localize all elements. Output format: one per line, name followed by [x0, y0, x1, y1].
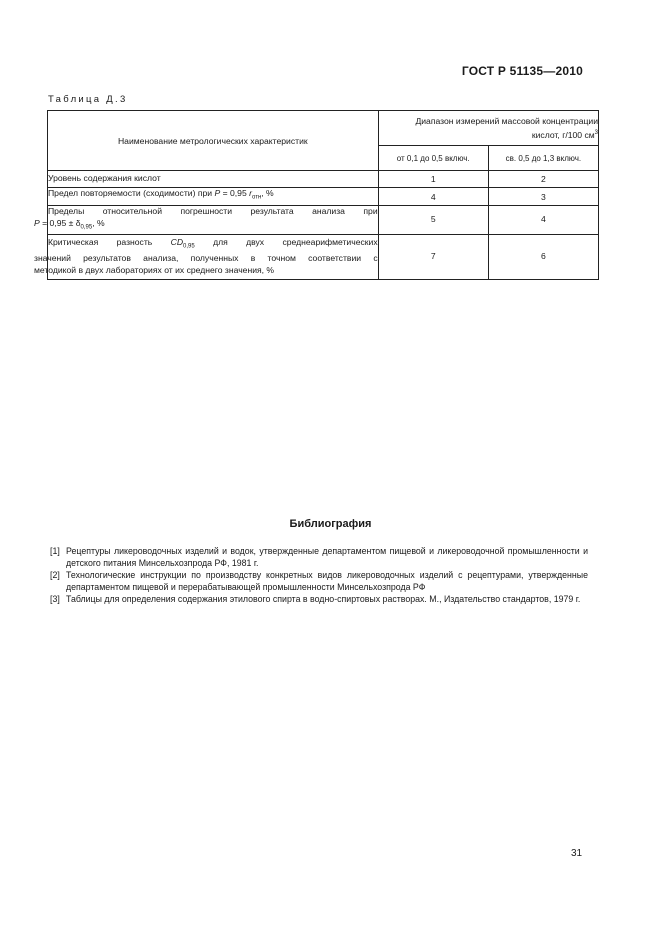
row-label: Уровень содержания кислот [48, 171, 379, 188]
bibliography-item [50, 545, 588, 569]
table-header-row [48, 111, 599, 146]
table-row [48, 234, 599, 279]
row-value-2: 2 [488, 171, 598, 188]
bibliography-title: Библиография [289, 518, 372, 530]
bibliography-item [50, 569, 588, 593]
bibliography-item-text: Технологические инструкции по производству конкретных видов ликероводочных изделий с рецептурами, утвержденные департаментом пищевой и перерабатывающей промышленности Минсельхозпрода РФ [66, 570, 588, 592]
column-header-name: Наименование метрологических характеристик [48, 111, 379, 171]
range-header-sup: 3 [594, 130, 598, 137]
bibliography-list [50, 545, 588, 605]
subcolumn-header-2: св. 0,5 до 1,3 включ. [488, 146, 598, 171]
range-header-line1: Диапазон измерений массовой концентрации [415, 116, 598, 127]
bibliography-item-number: [2] [50, 570, 60, 580]
table-row [48, 171, 599, 188]
row-label: Пределы относительной погрешности результата анализа при $P = 0,95 \pm \delta_{0,95}$, % [48, 206, 379, 235]
bibliography-item [50, 593, 588, 605]
row-label: Предел повторяемости (сходимости) при P = 0,95 $r_{отн}$, % [48, 188, 379, 206]
table-row [48, 188, 599, 206]
column-header-range [378, 111, 598, 146]
table-caption: Таблица Д.3 [48, 94, 128, 105]
standard-number: ГОСТ Р 51135—2010 [461, 64, 583, 78]
row-value-2: 3 [488, 188, 598, 206]
metrology-table [34, 110, 599, 280]
row-value-2: 6 [488, 234, 598, 279]
bibliography-item-number: [1] [50, 546, 60, 556]
table-row [48, 206, 599, 235]
row-value-2: 4 [488, 206, 598, 235]
bibliography-item-text: Рецептуры ликероводочных изделий и водок, утвержденные департаментом пищевой и ликероводочной промышленности и детского питания Минсельхозпрода РФ, 1981 г. [66, 546, 588, 568]
bibliography-item-number: [3] [50, 594, 60, 604]
bibliography-item-text: Таблицы для определения содержания этилового спирта в водно-спиртовых растворах. М., Издательство стандартов, 1979 г. [66, 594, 581, 604]
row-value-1: 7 [378, 234, 488, 279]
range-header-line2: кислот, г/100 см [531, 129, 595, 140]
row-value-1: 5 [378, 206, 488, 235]
page-number: 31 [571, 848, 583, 859]
subcolumn-header-1: от 0,1 до 0,5 включ. [378, 146, 488, 171]
row-value-1: 4 [378, 188, 488, 206]
row-value-1: 1 [378, 171, 488, 188]
row-label: Критическая разность $CD_{0,95}$ для двух среднеарифметических значений результатов анализа, полученных в точном соответствии с методикой в двух лабораториях от их среднего значения, % [48, 234, 379, 279]
